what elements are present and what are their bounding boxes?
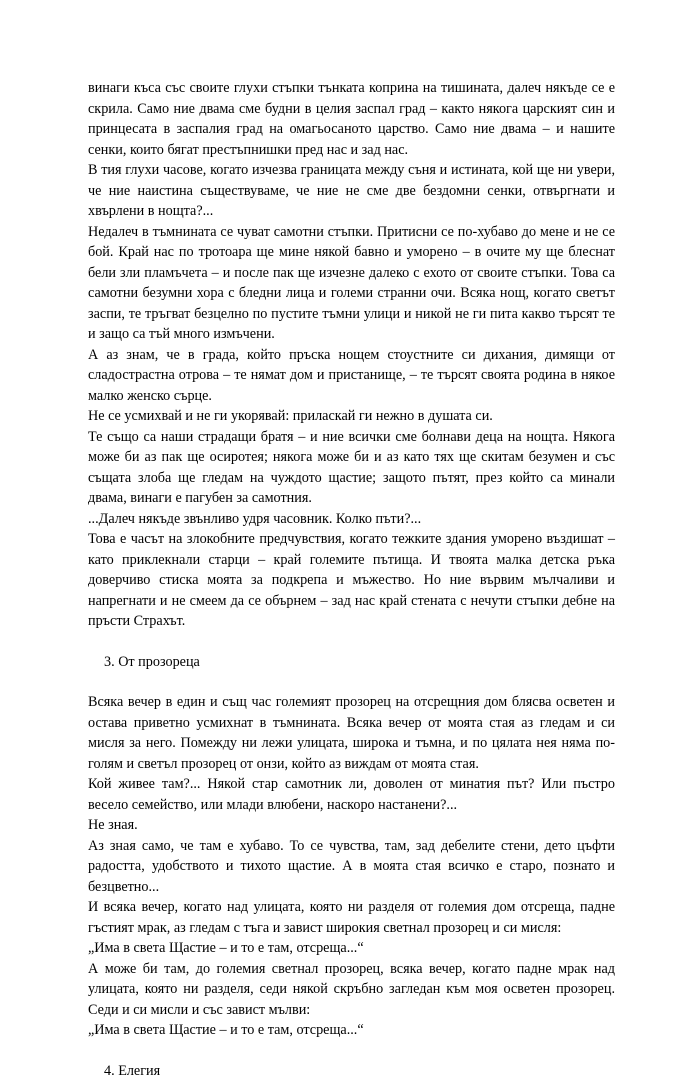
paragraph: „Има в света Щастие – и то е там, отсреща...“ bbox=[88, 938, 615, 959]
document-body bbox=[88, 78, 615, 1081]
paragraph: Всяка вечер в един и същ час големият прозорец на отсрещния дом блясва осветен и остава приветно усмихнат в тъмнината. Всяка вечер от моята стая аз гледам и си мисля за него. Помежду ни лежи улицата, широка и тъмна, и по цялата нея няма по-голям и светъл прозорец от онзи, който аз виждам от моята стая. bbox=[88, 692, 615, 774]
paragraph: ...Далеч някъде звънливо удря часовник. Колко пъти?... bbox=[88, 509, 615, 530]
paragraph: Не се усмихвай и не ги укорявай: приласкай ги нежно в душата си. bbox=[88, 406, 615, 427]
paragraph: Аз зная само, че там е хубаво. То се чувства, там, зад дебелите стени, дето цъфти радостта, удобството и тихото щастие. А в моята стая всичко е старо, познато и безцветно... bbox=[88, 836, 615, 898]
paragraph: Недалеч в тъмнината се чуват самотни стъпки. Притисни се по-хубаво до мене и не се бой. Край нас по тротоара ще мине някой бавно и уморено – в очите му ще блеснат бели зли пламъчета – и после пак ще изчезне далеко с ехото от своите стъпки. Това са самотни безумни хора с бледни лица и големи странни очи. Всяка нощ, когато светът заспи, те тръгват безцелно по пустите тъмни улици и никой не ги пита какво търсят те и защо са тъй много измъчени. bbox=[88, 222, 615, 345]
paragraph: А аз знам, че в града, който пръска нощем стоустните си дихания, димящи от сладострастна отрова – те нямат дом и пристанище, – те търсят своята родина в някое малко женско сърце. bbox=[88, 345, 615, 407]
paragraph: И всяка вечер, когато над улицата, която ни разделя от големия дом отсреща, падне гъстият мрак, аз гледам с тъга и завист широкия светнал прозорец и си мисля: bbox=[88, 897, 615, 938]
paragraph: В тия глухи часове, когато изчезва границата между съня и истината, кой ще ни увери, че ние наистина съществуваме, че ние не сме две бездомни сенки, отвъргнати и хвърлени в нощта?... bbox=[88, 160, 615, 222]
section-heading: 3. От прозореца bbox=[88, 652, 615, 673]
paragraph: Това е часът на злокобните предчувствия, когато тежките здания уморено въздишат – като приклекнали старци – край големите пътища. И твоята малка детска ръка доверчиво стиска моята за подкрепа и мъжество. Но ние вървим мълчаливи и напрегнати и не смеем да се обърнем – зад нас край стената с нечути стъпки дебне на пръсти Страхът. bbox=[88, 529, 615, 632]
paragraph: Кой живее там?... Някой стар самотник ли, доволен от минатия път? Или пъстро весело семейство, или млади влюбени, наскоро настанени?... bbox=[88, 774, 615, 815]
paragraph: винаги къса със своите глухи стъпки тънката коприна на тишината, далеч някъде се е скрила. Само ние двама сме будни в целия заспал град – както някога царският син и принцесата в заспалия град на омагьосаното царство. Само ние двама – и нашите сенки, които бягат престъпнишки пред нас и зад нас. bbox=[88, 78, 615, 160]
section-heading: 4. Елегия bbox=[88, 1061, 615, 1081]
paragraph: Не зная. bbox=[88, 815, 615, 836]
paragraph: А може би там, до големия светнал прозорец, всяка вечер, когато падне мрак над улицата, която ни разделя, седи някой скръбно загледан към моя осветен прозорец. Седи и си мисли и със завист мълви: bbox=[88, 959, 615, 1021]
paragraph: „Има в света Щастие – и то е там, отсреща...“ bbox=[88, 1020, 615, 1041]
paragraph: Те също са наши страдащи братя – и ние всички сме болнави деца на нощта. Някога може би аз пак ще осиротея; някога може би и аз като тях ще скитам безумен и със същата злоба ще гледам на чуждото щастие; защото пътят, през който са минали двама, винаги е пагубен за самотния. bbox=[88, 427, 615, 509]
